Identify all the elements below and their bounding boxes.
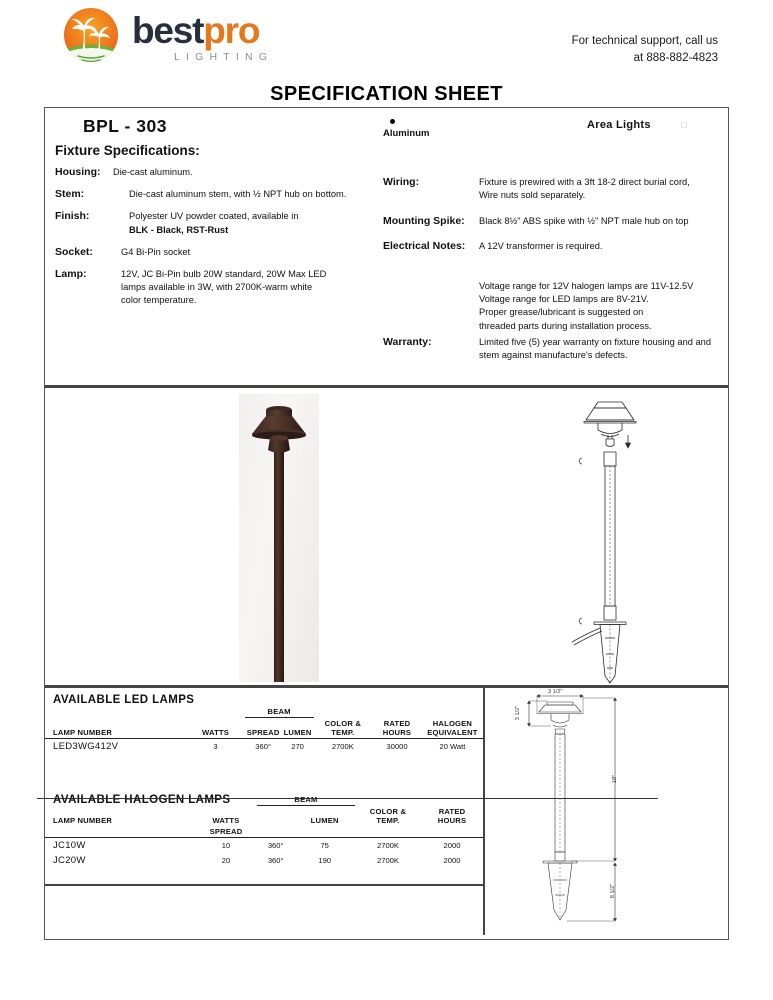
- spec-value: A 12V transformer is required.: [479, 240, 603, 251]
- dimensioned-line-drawing: [485, 688, 725, 935]
- spec-label: Finish:: [55, 210, 90, 223]
- spec-label: Warranty:: [383, 336, 432, 348]
- led-col-spread: SPREAD: [246, 727, 280, 737]
- brand-logo: [60, 6, 273, 68]
- led-col-color-temp-l1: COLOR &: [324, 718, 362, 728]
- page-header: [0, 0, 773, 105]
- spec-column-left: [55, 166, 375, 317]
- halogen-cell-lamp-number: JC10W: [53, 839, 86, 851]
- led-cell-color-temp: 2700K: [331, 741, 354, 751]
- spec-label: Wiring:: [383, 176, 420, 188]
- spec-row-finish: [55, 210, 375, 236]
- table-header-row-sub: [45, 826, 483, 838]
- led-cell-lumen: 270: [291, 741, 304, 751]
- halogen-cell-lamp-number: JC20W: [53, 854, 86, 866]
- lamp-tables-area: [45, 688, 485, 935]
- halogen-col-spread: SPREAD: [209, 826, 243, 836]
- spec-row-lamp: [55, 268, 375, 308]
- support-phone-number: at 888-882-4823: [633, 51, 718, 64]
- led-table-title: AVAILABLE LED LAMPS: [53, 694, 195, 706]
- led-cell-watts: 3: [213, 741, 218, 751]
- halogen-table-block: [45, 788, 483, 868]
- lamp-tables-panel: [45, 688, 728, 935]
- dim-label-stem-height: 18": [612, 774, 619, 784]
- table-row: [45, 853, 483, 868]
- electrical-notes-list: [479, 280, 729, 333]
- spec-label: Housing:: [55, 166, 101, 178]
- support-line-1: For technical support, call us: [571, 35, 718, 47]
- spec-row-mounting-spike: [383, 215, 723, 228]
- halogen-col-lumen: LUMEN: [310, 815, 339, 825]
- spec-label: Mounting Spike:: [383, 215, 465, 228]
- halogen-cell-watts: 20: [221, 855, 231, 865]
- halogen-cell-rated-hours: 2000: [443, 840, 461, 850]
- led-col-color-temp-l2: TEMP.: [331, 727, 355, 737]
- spec-label: Electrical Notes:: [383, 239, 466, 252]
- spec-value: Limited five (5) year warranty on fixture housing and and stem against manufacture's defects.: [479, 337, 712, 361]
- material-bullet: [383, 119, 429, 139]
- led-col-rated-l2: HOURS: [382, 727, 412, 737]
- led-col-lumen: LUMEN: [283, 727, 312, 737]
- spec-label: Lamp:: [55, 267, 87, 280]
- led-col-watts: WATTS: [202, 727, 230, 737]
- product-photo: [239, 394, 319, 682]
- brand-tagline: LIGHTING: [174, 50, 274, 63]
- halogen-cell-spread: 360°: [267, 840, 284, 850]
- spec-column-right: [383, 176, 723, 262]
- halogen-cell-rated-hours: 2000: [443, 855, 461, 865]
- table-header-row-top: [45, 706, 483, 718]
- halogen-cell-color-temp: 2700K: [377, 855, 399, 865]
- category-mark-icon: □: [681, 120, 688, 131]
- dimension-drawing-area: [485, 688, 728, 935]
- halogen-col-rated-l2: HOURS: [437, 815, 467, 825]
- dim-label-head-height: 3 1/2": [515, 705, 522, 721]
- led-cell-halogen-equivalent: 20 Watt: [439, 741, 466, 751]
- note-line: Voltage range for 12V halogen lamps are 11V-12.5V: [479, 281, 694, 291]
- spec-value: Die-cast aluminum stem, with ½ NPT hub on bottom.: [129, 189, 347, 200]
- led-col-rated-l1: RATED: [383, 718, 411, 728]
- specification-document: [44, 107, 729, 940]
- table-row: [45, 738, 483, 754]
- spec-row-warranty: [383, 336, 728, 362]
- spec-value: G4 Bi-Pin socket: [121, 246, 191, 257]
- led-cell-spread: 360°: [255, 741, 271, 751]
- note-line: Proper grease/lubricant is suggested on: [479, 307, 644, 318]
- halogen-col-rated-l1: RATED: [438, 806, 466, 816]
- spec-row-socket: [55, 246, 375, 259]
- halogen-cell-watts: 10: [221, 840, 231, 850]
- led-col-halogen-l1: HALOGEN: [432, 718, 473, 728]
- spec-row-stem: [55, 188, 375, 201]
- spec-value: Fixture is prewired with a 3ft 18-2 direct burial cord, Wire nuts sold separately.: [479, 177, 690, 201]
- spec-value-finish-options: BLK - Black, RST-Rust: [129, 224, 229, 235]
- spec-value: Polyester UV powder coated, available in: [129, 211, 299, 222]
- fixture-specifications-heading: Fixture Specifications:: [55, 143, 200, 158]
- led-lamps-table: [45, 706, 483, 754]
- table-row: [45, 837, 483, 853]
- halogen-col-watts: WATTS: [212, 815, 240, 825]
- halogen-table-title: AVAILABLE HALOGEN LAMPS: [45, 788, 483, 806]
- halogen-cell-spread: 360°: [267, 855, 284, 865]
- technical-support-info: [572, 33, 718, 66]
- spec-value: Black 8½" ABS spike with ½" NPT male hub on top: [479, 216, 689, 227]
- halogen-cell-color-temp: 2700K: [377, 840, 399, 850]
- spec-value: 12V, JC Bi-Pin bulb 20W standard, 20W Max LED lamps available in 3W, with 2700K-warm white color temperature.: [121, 268, 327, 306]
- dim-label-spike-height: 8 1/2": [610, 883, 617, 899]
- dim-label-width: 3 1/2": [548, 689, 563, 695]
- led-col-halogen-l2: EQUIVALENT: [427, 727, 478, 737]
- halogen-col-color-temp-l1: COLOR &: [369, 806, 407, 816]
- halogen-cell-lumen: 75: [320, 840, 329, 850]
- page-title: SPECIFICATION SHEET: [270, 83, 503, 105]
- brand-wordmark: [132, 9, 274, 63]
- bullet-dot-icon: [390, 119, 395, 124]
- palm-sunset-logo-icon: [60, 6, 122, 68]
- led-cell-lamp-number: LED3WG412V: [53, 740, 119, 752]
- fixture-specifications-panel: [45, 108, 728, 388]
- led-col-beam: BEAM: [245, 706, 314, 718]
- product-image-panel: [45, 388, 728, 688]
- brand-name-first: best: [132, 9, 204, 51]
- halogen-cell-lumen: 190: [318, 855, 332, 865]
- spec-row-electrical-notes: [383, 240, 723, 253]
- table-header-row: [45, 718, 483, 739]
- note-line: threaded parts during installation process.: [479, 320, 652, 331]
- led-col-lamp-number: LAMP NUMBER: [53, 727, 113, 737]
- halogen-col-lamp-number: LAMP NUMBER: [53, 815, 113, 825]
- spec-label: Socket:: [55, 245, 93, 258]
- tables-bottom-divider: [45, 884, 483, 886]
- model-number: BPL - 303: [83, 116, 167, 136]
- spec-row-housing: [55, 166, 375, 179]
- halogen-col-color-temp-l2: TEMP.: [376, 815, 400, 825]
- exploded-assembly-drawing: [550, 390, 670, 686]
- table-header-row: [45, 806, 483, 826]
- material-label: Aluminum: [383, 128, 430, 139]
- halogen-col-beam: BEAM: [257, 794, 355, 806]
- spec-row-wiring: [383, 176, 723, 202]
- note-line: Voltage range for LED lamps are 8V-21V.: [479, 294, 649, 305]
- spec-label: Stem:: [55, 188, 85, 201]
- brand-name-second: pro: [203, 9, 260, 51]
- led-cell-rated-hours: 30000: [386, 741, 408, 751]
- spec-value: Die-cast aluminum.: [113, 167, 193, 177]
- product-category: Area Lights: [587, 119, 651, 131]
